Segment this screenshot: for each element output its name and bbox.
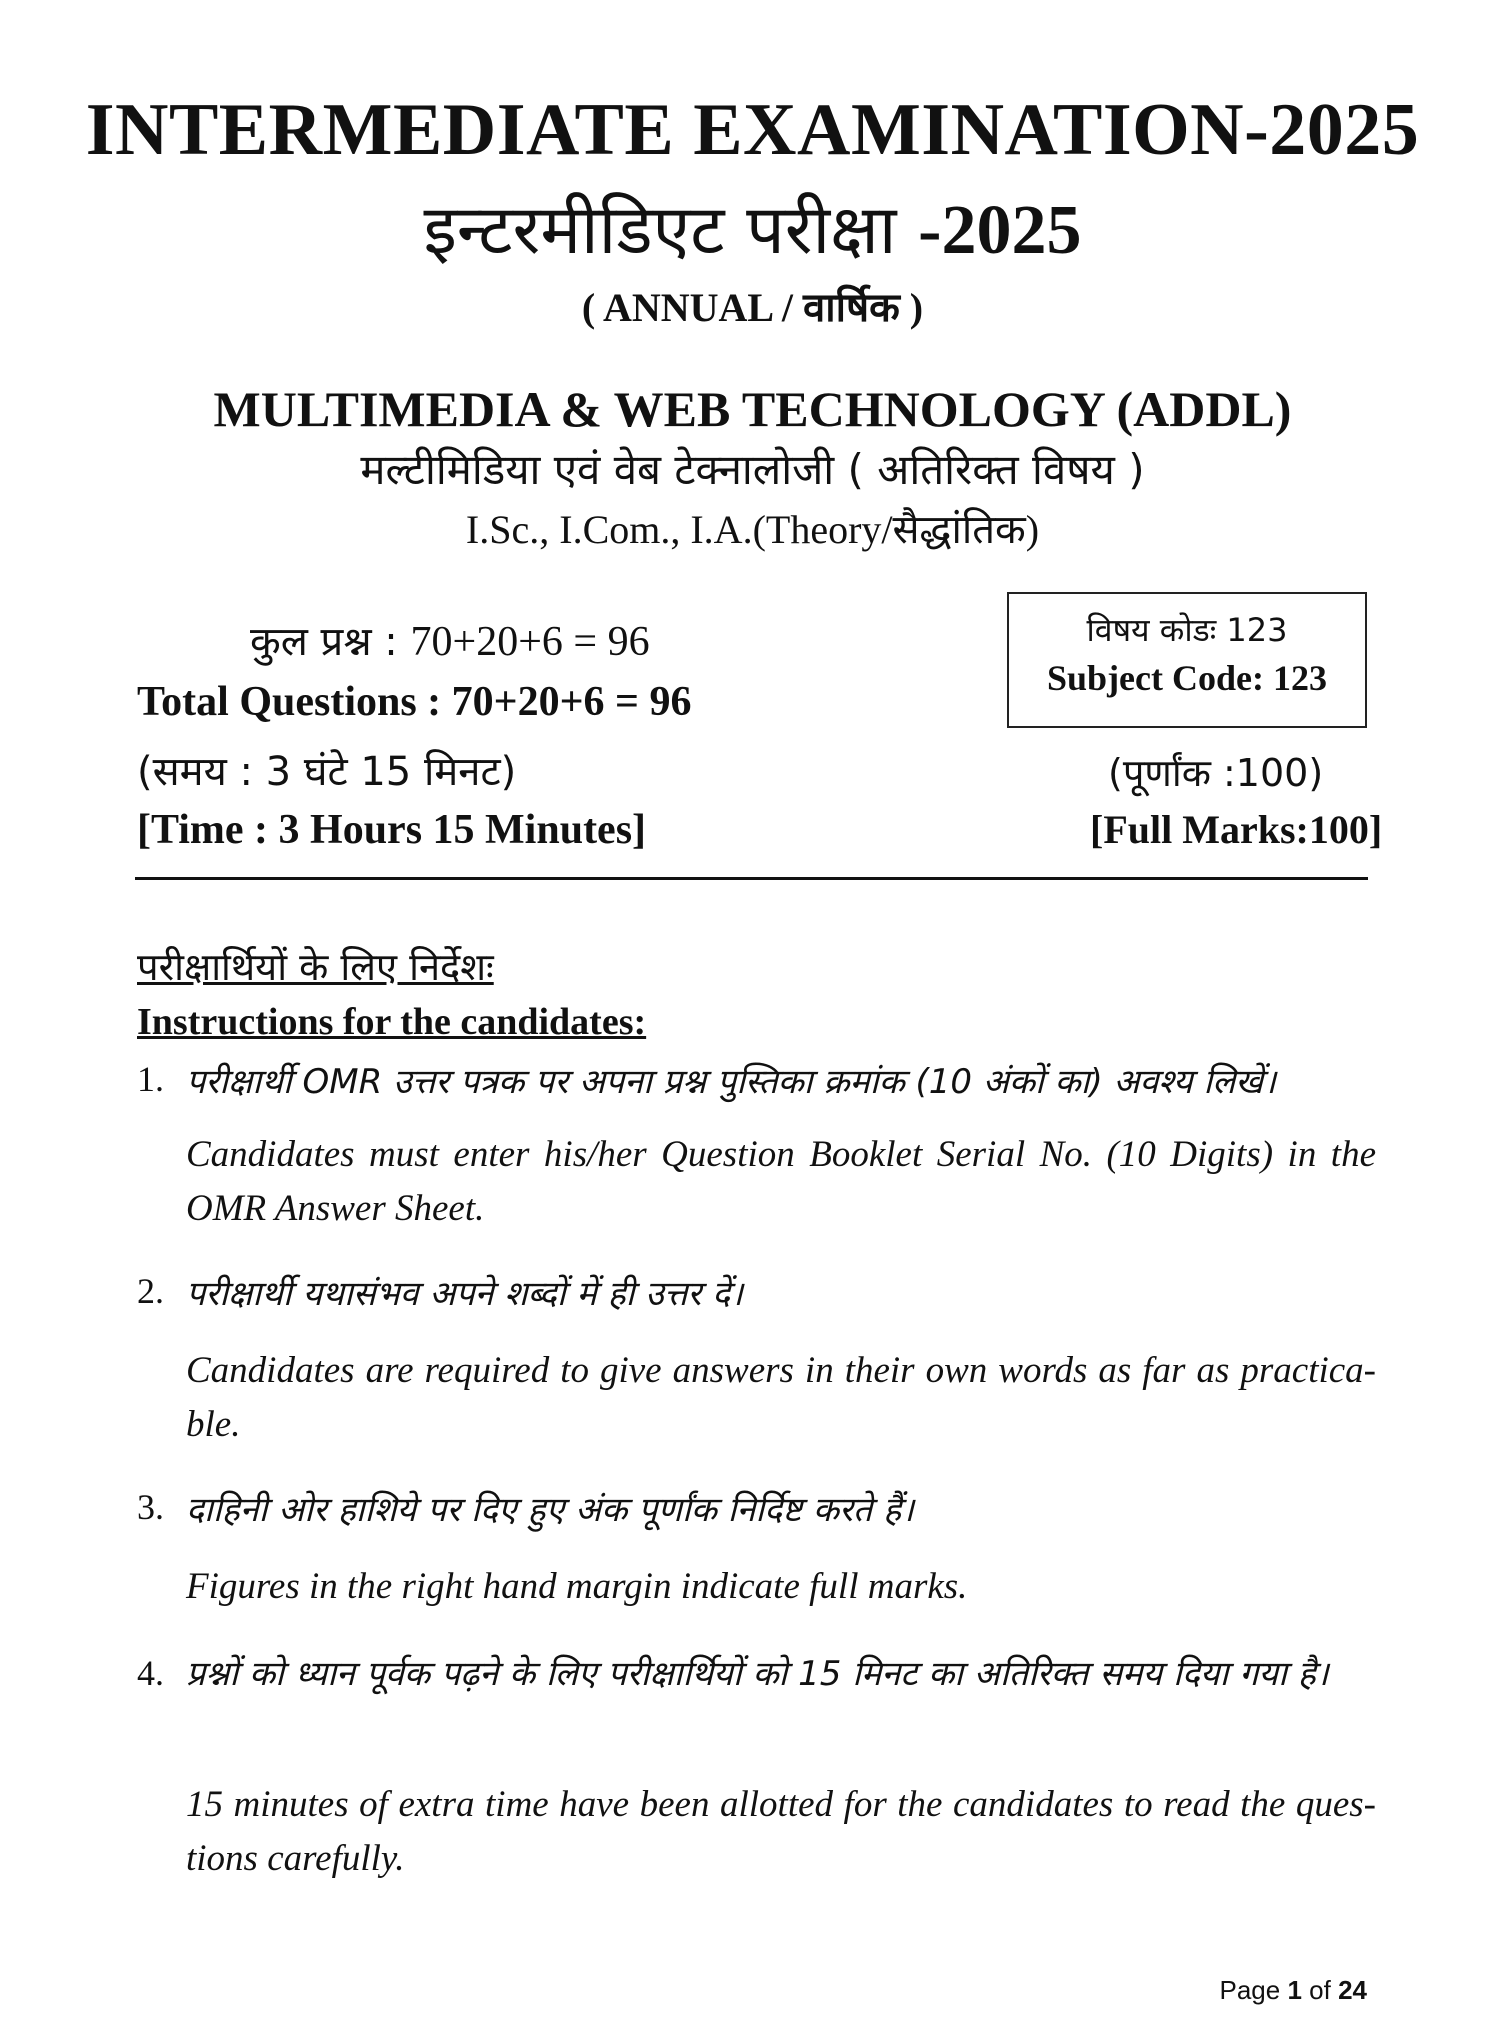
subject-name-hindi: मल्टीमिडिया एवं वेब टेक्नालोजी ( अतिरिक्त विषय ) [360,445,1145,494]
instruction-english: Candidates are required to give answers in their own words as far as practica-ble. [186,1350,1376,1445]
exam-title-hindi-year: -2025 [918,192,1082,269]
instruction-hindi: परीक्षार्थी OMR उत्तर पत्रक पर अपना प्रश्न पुस्तिका क्रमांक (10 अंकों का) अवश्य लिखें। [186,1062,1276,1102]
page-prefix: Page [1219,1975,1281,2005]
instruction-english: 15 minutes of extra time have been allotted for the candidates to read the ques-tions carefully. [186,1784,1376,1879]
exam-title-english: INTERMEDIATE EXAMINATION-2025 [85,89,1420,171]
instructions-heading-english: Instructions for the candidates: [137,1001,647,1043]
instruction-number: 2. [137,1271,164,1311]
subject-name-english: MULTIMEDIA & WEB TECHNOLOGY (ADDL) [213,381,1292,437]
streams-line: I.Sc., I.Com., I.A.(Theory/सैद्धांतिक) [465,507,1040,552]
instruction-english: Candidates must enter his/her Question Booklet Serial No. (10 Digits) in the OMR Answer Sheet. [186,1134,1376,1229]
instructions-heading-hindi: परीक्षार्थियों के लिए निर्देशः [137,945,494,989]
total-questions-english: Total Questions : 70+20+6 = 96 [137,679,692,725]
subject-code-box [1007,592,1367,728]
instruction-english: Figures in the right hand margin indicate full marks. [186,1566,968,1607]
instruction-hindi: प्रश्नों को ध्यान पूर्वक पढ़ने के लिए परीक्षार्थियों को 15 मिनट का अतिरिक्त समय दिया गया है। [186,1654,1329,1694]
exam-type-annual: ( ANNUAL / वार्षिक ) [581,285,924,330]
instruction-number: 1. [137,1059,164,1099]
instruction-number: 4. [137,1653,164,1693]
total-questions-hindi [250,612,650,667]
page-total: 24 [1338,1975,1367,2005]
instruction-hindi: दाहिनी ओर हाशिये पर दिए हुए अंक पूर्णांक निर्दिष्ट करते हैं। [186,1490,915,1530]
page-current: 1 [1287,1975,1302,2005]
time-english: [Time : 3 Hours 15 Minutes] [137,807,647,853]
exam-title-hindi [0,180,1505,273]
time-hindi: (समय : 3 घंटे 15 मिनट) [137,749,517,795]
page-mid: of [1309,1975,1331,2005]
subject-code-hindi: विषय कोडः 123 [1086,611,1288,649]
total-questions-hindi-value: 70+20+6 = 96 [410,619,650,665]
full-marks-hindi: (पूर्णांक :100) [1108,751,1324,795]
exam-title-hindi-text: इन्टरमीडिएट परीक्षा [423,191,897,270]
instruction-hindi: परीक्षार्थी यथासंभव अपने शब्दों में ही उत्तर दें। [186,1274,744,1314]
subject-code-english: Subject Code: 123 [1047,658,1327,698]
full-marks-english: [Full Marks:100] [1090,807,1383,852]
page-number [1219,1975,1367,2006]
header-divider [135,877,1368,880]
instruction-number: 3. [137,1487,164,1527]
total-questions-hindi-label: कुल प्रश्न : [250,619,398,665]
